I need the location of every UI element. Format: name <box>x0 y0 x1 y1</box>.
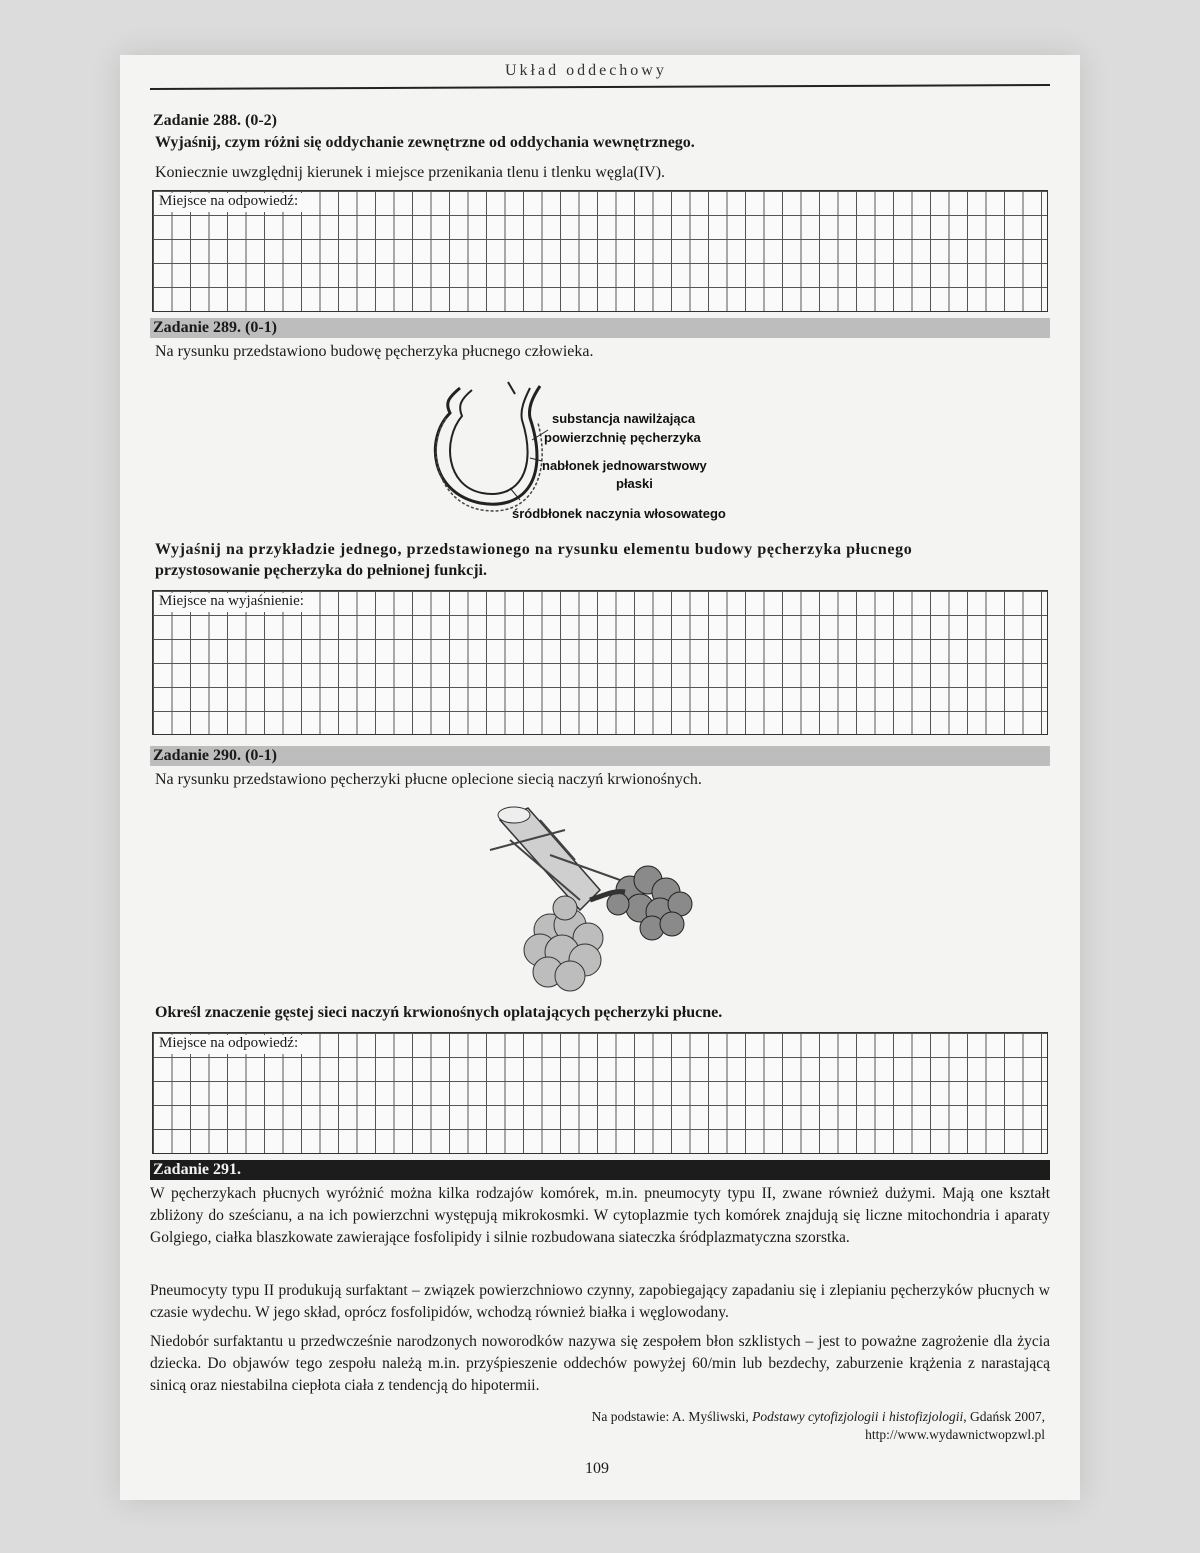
alveolus-inner-wall <box>450 388 530 494</box>
source-citation <box>592 1408 1045 1444</box>
alveoli-blood-vessels-figure <box>470 800 720 995</box>
answer-label-290: Miejsce na odpowiedź: <box>155 1035 304 1054</box>
task-289-bar <box>150 318 1050 338</box>
task-291-paragraph-2: Pneumocyty typu II produkują surfaktant – związek powierzchniowo czynny, zapobiegający zapadaniu się i zlepianiu pęcherzyków płucnych w czasie wydechu. W jego skład, oprócz fosfolipidów, wchodzą również białka i węglowodany. <box>150 1282 1050 1321</box>
task-291-paragraph-1: W pęcherzykach płucnych wyróżnić można kilka rodzajów komórek, m.in. pneumocyty typu II, zwane również dużymi. Mają one kształt zbliżony do sześcianu, a na ich powierzchni występują mikrokosmki. W cytoplazmie tych komórek znajdują się liczne mitochondria i aparaty Golgiego, ciałka blaszkowate zawierające fosfolipidy i silnie rozbudowana siateczka śródplazmatyczna szorstka. <box>150 1185 1050 1246</box>
label-endothelium: śródbłonek naczynia włosowatego <box>512 506 726 521</box>
task-290-bar <box>150 746 1050 766</box>
label-epithelium-2: płaski <box>616 476 653 491</box>
label-surfactant-2: powierzchnię pęcherzyka <box>544 430 701 445</box>
answer-grid-289[interactable] <box>152 590 1048 735</box>
label-epithelium-1: nabłonek jednowarstwowy <box>542 458 707 473</box>
task-290-title: Zadanie 290. (0-1) <box>153 747 277 764</box>
running-header: Układ oddechowy <box>505 62 667 79</box>
task-290-question: Określ znaczenie gęstej sieci naczyń krwionośnych oplatających pęcherzyki płucne. <box>155 1004 723 1021</box>
answer-label-289: Miejsce na wyjaśnienie: <box>155 593 310 612</box>
source-url: http://www.wydawnictwopzwl.pl <box>865 1427 1045 1442</box>
alveolar-sac-right <box>607 866 692 940</box>
task-291-paragraph-3: Niedobór surfaktantu u przedwcześnie narodzonych noworodków nazywa się zespołem błon szklistych – jest to poważne zagrożenie dla życia dziecka. Do objawów tego zespołu należą m.in. przyśpieszenie oddechów powyżej 60/min lub bezdechy, zaburzenie krążenia z narastającą sinicą oraz niestabilna ciepłota ciała z tendencją do hipotermii. <box>150 1333 1050 1394</box>
source-suffix: , Gdańsk 2007, <box>963 1409 1045 1424</box>
alveolus-structure-figure <box>420 378 780 528</box>
task-289-title: Zadanie 289. (0-1) <box>153 319 277 336</box>
pointer-line <box>508 382 515 394</box>
task-288-title: Zadanie 288. (0-2) <box>153 112 277 129</box>
task-288-hint: Koniecznie uwzględnij kierunek i miejsce przenikania tlenu i tlenku węgla(IV). <box>155 164 666 181</box>
task-291-title: Zadanie 291. <box>153 1161 242 1178</box>
answer-grid-290[interactable] <box>152 1032 1048 1154</box>
task-290-intro: Na rysunku przedstawiono pęcherzyki płucne oplecione siecią naczyń krwionośnych. <box>155 771 702 788</box>
source-prefix: Na podstawie: A. Myśliwski, <box>591 1409 753 1424</box>
bronchiole-opening <box>498 807 530 823</box>
task-288-question: Wyjaśnij, czym różni się oddychanie zewnętrzne od oddychania wewnętrznego. <box>155 134 695 151</box>
page-number: 109 <box>585 1460 609 1477</box>
source-book-title: Podstawy cytofizjologii i histofizjologii <box>752 1409 964 1424</box>
task-291-bar <box>150 1160 1050 1180</box>
alveolar-sac-left <box>524 896 603 991</box>
answer-grid-288[interactable] <box>152 190 1048 312</box>
task-289-question-line1: Wyjaśnij na przykładzie jednego, przedstawionego na rysunku elementu budowy pęcherzyka płucnego <box>155 541 913 558</box>
task-289-question-line2: przystosowanie pęcherzyka do pełnionej funkcji. <box>155 562 487 579</box>
label-surfactant-1: substancja nawilżająca <box>552 411 696 426</box>
task-289-intro: Na rysunku przedstawiono budowę pęcherzyka płucnego człowieka. <box>155 343 594 360</box>
answer-label-288: Miejsce na odpowiedź: <box>155 193 304 212</box>
